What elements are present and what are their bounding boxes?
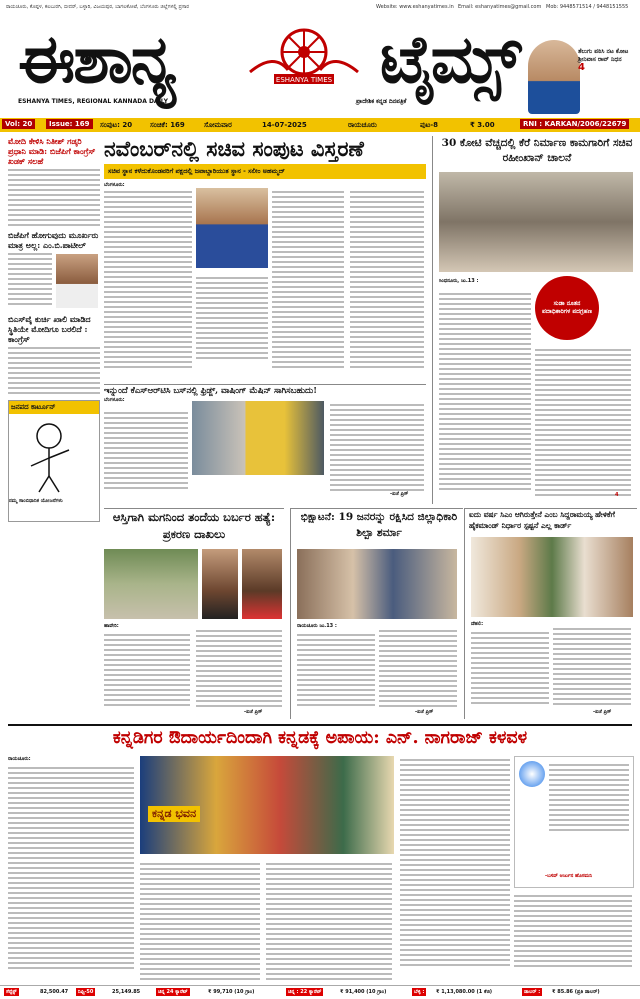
- quote-globe-icon: [519, 761, 545, 787]
- right-headline[interactable]: 30 ಕೋಟಿ ವೆಚ್ಚದಲ್ಲಿ ಕೆರೆ ನಿರ್ಮಾಣ ಕಾಮಗಾರಿಗೆ ಸಚಿವ ರಹೀಂಖಾನ್ ಚಾಲನೆ: [441, 137, 633, 164]
- gold22-value: ₹ 91,400 (10 ಗ್ರಾಂ): [340, 989, 387, 995]
- bus-col-1: [104, 409, 188, 492]
- bottom-dateline: ರಾಯಚೂರು:: [8, 756, 31, 762]
- pages: ಪುಟ-8: [420, 121, 439, 129]
- cartoon-box: [8, 400, 100, 522]
- begging-col-2: [379, 627, 457, 710]
- svg-text:ESHANYA TIMES: ESHANYA TIMES: [275, 76, 333, 84]
- lead-dateline: ಬೆಂಗಳೂರು:: [104, 182, 125, 188]
- bottom-col-5: [514, 892, 632, 970]
- cartoon-caption: ನಮ್ಮ ಸಾಂಬಿಧಾನಿಕ ಯೋಜನೆಗಳು: [9, 498, 63, 504]
- portrait-photo: [528, 40, 580, 114]
- right-page-ref: 4: [615, 492, 619, 498]
- rni: RNI : KARKAN/2006/22679: [520, 119, 629, 129]
- bottom-headline[interactable]: ಕನ್ನಡಿಗರ ಔದಾರ್ಯದಿಂದಾಗಿ ಕನ್ನಡಕ್ಕೆ ಅಪಾಯ: ಎನ್. ನಾಗರಾಜ್ ಕಳವಳ: [112, 728, 528, 748]
- vol: Vol: 20: [2, 119, 35, 129]
- cm-photo: [471, 537, 633, 617]
- nifty-value: 25,149.85: [112, 989, 141, 995]
- quote-box: [514, 756, 634, 888]
- sidebar-story-2: [8, 250, 52, 308]
- begging-dateline: ರಾಯಚೂರು ಜು.13 :: [297, 623, 337, 629]
- begging-credit: -ಏಜೆ ಪ್ರಿಸ್: [415, 709, 434, 715]
- circulation-text: ರಾಯಚೂರು, ಕೊಪ್ಪಳ, ಕಲಬುರಗಿ, ಬೀದರ್, ಬಳ್ಳಾರಿ, ವಿಜಯಪುರ, ಬಾಗಲಕೋಟೆ, ಬೆಂಗಳೂರು ಜಿಲ್ಲೆಗಳಲ್ಲಿ ಪ್ರಸಾರ: [6, 4, 190, 10]
- bottom-col-3: [266, 860, 392, 983]
- story-murder: [104, 508, 284, 719]
- masthead-tagline: ಪ್ರಾದೇಶಿಕ ಕನ್ನಡ ದಿನಪತ್ರಿಕೆ: [356, 98, 407, 105]
- bus-dateline: ಬೆಂಗಳೂರು:: [104, 397, 125, 403]
- murder-photo-scene: [104, 549, 198, 619]
- right-col-1: [439, 290, 531, 493]
- nifty-label: ನಿಫ್ಟಿ-50: [78, 989, 94, 995]
- bottom-photo: [140, 756, 394, 854]
- sidebar-headline-3[interactable]: ಬಿಎಸ್‌ವೈ ಕುರ್ಚಿ ಖಾಲಿ ಮಾಡಿದ ಸ್ಥಿತಿಯೇ ಮೋದಿಗೂ ಬರಲಿದೆ : ಕಾಂಗ್ರೆಸ್: [8, 314, 91, 344]
- gold24-label: ಚಿನ್ನ 24 ಕ್ಯಾರೆಟ್: [158, 989, 188, 995]
- cartoon-icon: [9, 414, 99, 494]
- title-right: ಟೈಮ್ಸ್: [380, 20, 520, 98]
- quote-author: -ಬಸವ್ ಅರ್ಜುನ ಹೊಸಮನಿ: [545, 873, 593, 879]
- right-photo: [439, 172, 633, 272]
- sanchike: ಸಂಚಿಕೆ: 169: [150, 121, 185, 129]
- bottom-col-2: [140, 860, 260, 983]
- sidebar-headline-2[interactable]: ಬಿಜೆಪಿಗೆ ಹೋಗುವುದು ಮೂರ್ಖರು ಮಾತ್ರ ಅಲ್ಲ: ಎಂ.ಬಿ.ಪಾಟೀಲ್: [8, 230, 99, 250]
- city: ರಾಯಚೂರು: [348, 121, 377, 129]
- gold24-value: ₹ 99,710 (10 ಗ್ರಾಂ): [208, 989, 255, 995]
- lead-col-3: [272, 188, 344, 371]
- cm-headline[interactable]: ಐದು ವರ್ಷ ಸಿಎಂ ಆಗಿರುತ್ತೇನೆ ಎಂಬ ಸಿದ್ದರಾಮಯ್ಯ ಹೇಳಿಕೆಗೆ ಹೈಕಮಾಂಡ್ ನಿರ್ಧಾರ ಸ್ಪಷ್ಟನೆ ಎಲ್ಲ ಕಾರ್ಡ್: [469, 510, 615, 530]
- cm-credit: -ಏಜೆ ಪ್ರಿಸ್: [593, 709, 612, 715]
- murder-photo-accused: [202, 549, 238, 619]
- email-text[interactable]: Email: eshanyatimes@gmail.com: [458, 4, 542, 10]
- dollar-value: ₹ 85.86 (ಪ್ರತಿ ಡಾಲರ್): [552, 989, 600, 995]
- left-sidebar: [8, 136, 100, 556]
- side-quote: ತೆಲುಗು ಪಠಿಸಿ ನಟ ಕೋಟ ಶ್ರೀನಿವಾಸ ರಾವ್ ನಿಧನ 4: [578, 48, 636, 72]
- kannada-bhavana-banner: ಕನ್ನಡ ಭವನ: [148, 806, 200, 822]
- price: ₹ 3.00: [470, 121, 495, 129]
- right-dateline: ಸಿಂಧನೂರು, ಜು.13 :: [439, 278, 479, 284]
- story-cm: [464, 508, 637, 719]
- issue: Issue: 169: [46, 119, 93, 129]
- dollar-label: ಡಾಲರ್ :: [524, 989, 541, 995]
- right-badge: ಸುಡಾ ನೂತನ ಪದಾಧಿಕಾರಿಗಳ ಪದಗ್ರಹಣ: [535, 276, 599, 340]
- murder-photo-victim: [242, 549, 282, 619]
- sidebar-headline-1[interactable]: ಮೋದಿ ಕೇಳಿಸಿ ನಿತೀಶ್ ಗಡ್ಕರಿ ಪ್ರಧಾನಿ ಮಾಡಿ: ಬಿಜೆಪಿಗೆ ಕಾಂಗ್ರೆಸ್ ಖಡಕ್ ಸಲಹೆ: [8, 136, 96, 166]
- murder-col-1: [104, 631, 190, 709]
- lead-photo: [196, 188, 268, 268]
- emblem-icon: [244, 22, 364, 98]
- begging-photo: [297, 549, 457, 619]
- sidebar-story-3: [8, 344, 100, 400]
- gold22-label: ಚಿನ್ನ : 22 ಕ್ಯಾರೆಟ್: [288, 989, 322, 995]
- sensex-label: ಸೆನ್ಸೆಕ್ಸ್: [6, 989, 17, 995]
- mobile-text: Mob: 9448571514 / 9448151555: [546, 4, 629, 10]
- cm-col-1: [471, 629, 549, 707]
- begging-headline[interactable]: ಭಿಕ್ಷಾಟನೆ: 19 ಜನರನ್ನು ರಕ್ಷಿಸಿದ ಜಿಲ್ಲಾಧಿಕಾರಿ ಶಿಲ್ಪಾ ಶರ್ಮಾ: [300, 511, 458, 539]
- lead-col-2: [196, 274, 268, 362]
- right-col-2: [535, 346, 631, 499]
- cartoon-title: ಜನಪದ ಕಾರ್ಟೂನ್: [9, 401, 99, 414]
- market-ticker: [0, 985, 640, 999]
- side-page-ref: 4: [578, 62, 585, 73]
- cm-col-2: [553, 625, 631, 708]
- masthead-subtitle: ESHANYA TIMES, REGIONAL KANNADA DAILY: [18, 98, 169, 105]
- quote-text: [549, 761, 629, 834]
- silver-label: ಬೆಳ್ಳಿ :: [414, 989, 425, 995]
- lead-headline[interactable]: ನವೆಂಬರ್‌ನಲ್ಲಿ ಸಚಿವ ಸಂಪುಟ ವಿಸ್ತರಣೆ: [104, 136, 364, 161]
- title-left: ಈಶಾನ್ಯ: [18, 20, 175, 98]
- minister-photo: [56, 254, 98, 308]
- cm-dateline: ದೆಹಲಿ:: [471, 621, 484, 627]
- murder-credit: -ಏಜೆ ಪ್ರಿಸ್: [244, 709, 263, 715]
- bottom-story: [8, 724, 632, 982]
- begging-col-1: [297, 631, 375, 709]
- lead-col-4: [350, 188, 424, 371]
- info-bar: [0, 118, 640, 132]
- sensex-value: 82,500.47: [40, 989, 69, 995]
- masthead: [0, 14, 640, 116]
- bus-headline[interactable]: ಇನ್ನುಂದೆ ಕೆಎಸ್‌ಆರ್‌ಟಿಸಿ ಬಸ್‌ನಲ್ಲಿ ಫ್ರಿಡ್ಜ್, ವಾಷಿಂಗ್ ಮೆಷಿನ್ ಸಾಗಿಸಬಹುದು!: [104, 386, 317, 396]
- bus-photo: [192, 401, 324, 475]
- bottom-col-4: [400, 756, 510, 969]
- lead-subhead: ಸಚಿವ ಸ್ಥಾನ ಕಳೆದುಕೊಂಡವರಿಗೆ ಪಕ್ಷದಲ್ಲಿ ಜವಾಬ್ದಾರಿಯುತ ಸ್ಥಾನ - ಸಲೀಂ ಅಹಮ್ಮದ್: [104, 164, 426, 179]
- murder-dateline: ಹಾವೇರಿ:: [104, 623, 119, 629]
- story-begging: [290, 508, 463, 719]
- sidebar-story-1: [8, 166, 100, 230]
- silver-value: ₹ 1,13,080.00 (1 ಕೆಜಿ): [436, 989, 493, 995]
- top-strip: [0, 0, 640, 14]
- bottom-col-1: [8, 764, 134, 972]
- bus-col-2: [330, 401, 424, 494]
- right-story: [432, 136, 637, 504]
- date: 14-07-2025: [262, 121, 307, 129]
- lead-story: [104, 136, 426, 380]
- website-text[interactable]: Website: www.eshanyatimes.in: [376, 4, 454, 10]
- murder-col-2: [196, 627, 282, 710]
- bus-story: [104, 384, 426, 505]
- lead-col-1: [104, 188, 192, 371]
- murder-headline[interactable]: ಆಸ್ತಿಗಾಗಿ ಮಗನಿಂದ ತಂದೆಯ ಬರ್ಬರ ಹತ್ಯೆ: ಪ್ರಕರಣ ದಾಖಲು: [112, 510, 276, 541]
- samputa: ಸಂಪುಟ: 20: [100, 121, 133, 129]
- bus-credit: -ಏಜೆ ಪ್ರಿಸ್: [390, 491, 409, 497]
- day: ಸೋಮವಾರ: [204, 121, 232, 129]
